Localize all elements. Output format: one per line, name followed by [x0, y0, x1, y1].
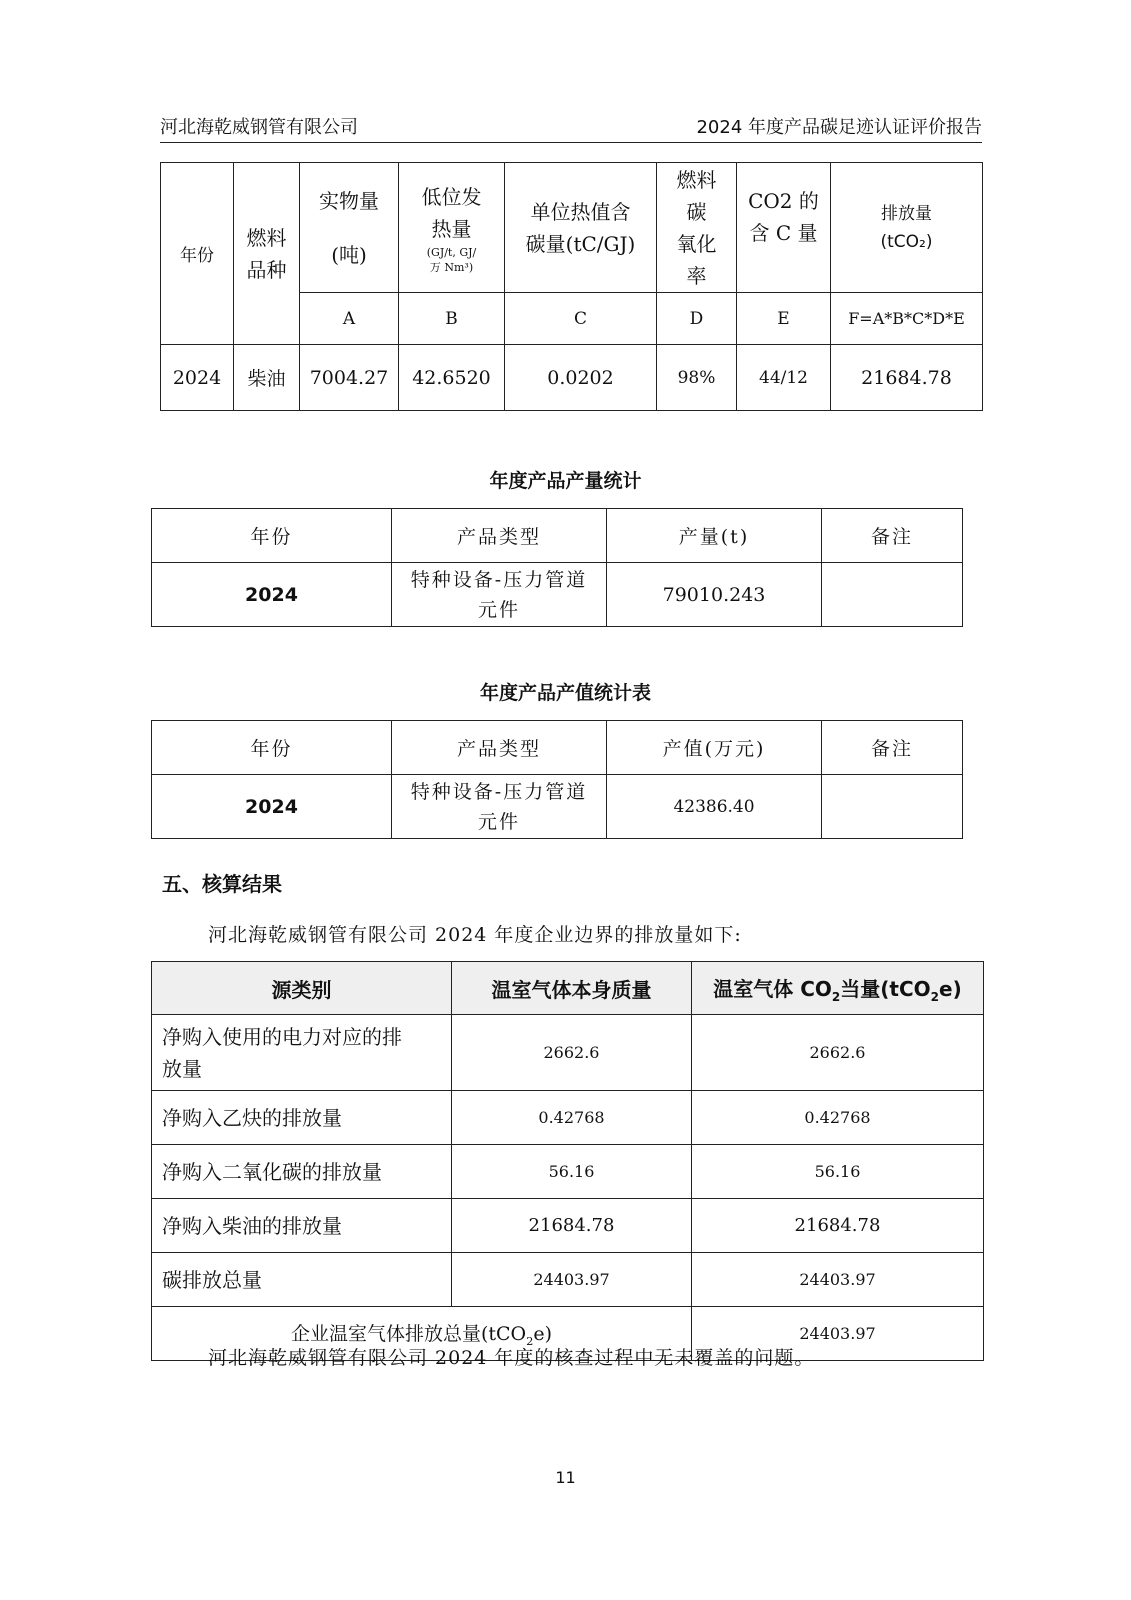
result-header-co2e-suffix: 当量(tCO	[840, 976, 931, 1001]
header-ncv-line2: 热量	[431, 216, 472, 241]
header-fuel	[234, 163, 300, 345]
production-table-caption: 年度产品产量统计	[489, 470, 642, 492]
header-quantity-line1: 实物量	[319, 188, 379, 213]
letter-b: B	[399, 293, 505, 345]
result-row-mass: 56.16	[452, 1145, 692, 1199]
table-row	[152, 1145, 984, 1199]
table-row	[152, 1015, 984, 1091]
value-row-type-line2: 元件	[477, 810, 520, 833]
value-row-note	[822, 775, 963, 839]
result-row-co2e: 21684.78	[692, 1199, 984, 1253]
production-row-type-line2: 元件	[477, 598, 520, 621]
header-oxidation	[657, 163, 737, 293]
header-carbon-content-line2: 碳量(tC/GJ)	[525, 231, 636, 256]
value-row-year: 2024	[152, 775, 392, 839]
production-header-year: 年份	[152, 509, 392, 563]
production-header-value: 产量(t)	[607, 509, 822, 563]
header-oxidation-line4: 率	[686, 263, 707, 288]
row-oxidation: 98%	[657, 345, 737, 411]
value-header-year: 年份	[152, 721, 392, 775]
closing-statement: 河北海乾威钢管有限公司 2024 年度的核查过程中无未覆盖的问题。	[208, 1347, 815, 1369]
row-carbon-content: 0.0202	[505, 345, 657, 411]
production-header-note: 备注	[822, 509, 963, 563]
row-fuel: 柴油	[234, 345, 300, 411]
header-co2-c	[737, 163, 831, 293]
row-co2-c: 44/12	[737, 345, 831, 411]
header-quantity-line2: (吨)	[331, 242, 367, 267]
header-fuel-text: 燃料品种	[246, 225, 287, 282]
production-row-type-line1: 特种设备-压力管道	[410, 568, 588, 591]
table-row	[152, 1253, 984, 1307]
table-row	[152, 1199, 984, 1253]
result-row-co2e: 2662.6	[692, 1015, 984, 1091]
result-row-mass: 21684.78	[452, 1199, 692, 1253]
header-company: 河北海乾威钢管有限公司	[160, 117, 358, 138]
value-row-type-line1: 特种设备-压力管道	[410, 780, 588, 803]
result-total-value: 24403.97	[692, 1307, 984, 1361]
section-title: 五、核算结果	[162, 872, 282, 896]
result-header-co2e-sub: 2	[831, 989, 841, 1004]
header-emission-line1: 排放量	[881, 203, 932, 224]
value-row-type	[392, 775, 607, 839]
value-table-caption: 年度产品产值统计表	[479, 682, 651, 704]
production-header-type: 产品类型	[392, 509, 607, 563]
result-row-label: 净购入乙炔的排放量	[152, 1091, 452, 1145]
header-emission-line2: (tCO₂)	[880, 231, 933, 252]
table-row	[152, 1091, 984, 1145]
result-row-label-line2: 放量	[162, 1056, 202, 1081]
header-ncv-line1: 低位发	[421, 184, 482, 209]
production-row-note	[822, 563, 963, 627]
header-oxidation-line3: 氧化	[676, 231, 717, 256]
header-carbon-content	[505, 163, 657, 293]
value-row-value: 42386.40	[607, 775, 822, 839]
production-row-year: 2024	[152, 563, 392, 627]
header-oxidation-line2: 碳	[686, 199, 707, 224]
result-row-label	[152, 1015, 452, 1091]
result-header-co2e	[692, 962, 984, 1015]
result-row-label: 碳排放总量	[152, 1253, 452, 1307]
header-carbon-content-line1: 单位热值含	[530, 199, 631, 224]
production-row-type	[392, 563, 607, 627]
value-header-value: 产值(万元)	[607, 721, 822, 775]
letter-formula: F=A*B*C*D*E	[831, 293, 983, 345]
result-row-label: 净购入柴油的排放量	[152, 1199, 452, 1253]
result-row-mass: 2662.6	[452, 1015, 692, 1091]
header-emission	[831, 163, 983, 293]
result-total-label-end: e)	[533, 1323, 553, 1346]
output-value-table	[151, 720, 963, 839]
page-header	[160, 110, 982, 143]
result-total-label-prefix: 企业温室气体排放总量(tCO	[290, 1323, 527, 1346]
letter-d: D	[657, 293, 737, 345]
header-report-title: 2024 年度产品碳足迹认证评价报告	[696, 117, 982, 138]
value-header-note: 备注	[822, 721, 963, 775]
result-row-co2e: 56.16	[692, 1145, 984, 1199]
result-row-label: 净购入二氧化碳的排放量	[152, 1145, 452, 1199]
header-ncv-unit2: 万 Nm³)	[429, 260, 474, 274]
section-intro: 河北海乾威钢管有限公司 2024 年度企业边界的排放量如下:	[208, 924, 742, 946]
letter-a: A	[300, 293, 399, 345]
row-year: 2024	[161, 345, 234, 411]
header-year: 年份	[161, 163, 234, 345]
result-row-co2e: 24403.97	[692, 1253, 984, 1307]
production-row-value: 79010.243	[607, 563, 822, 627]
header-ncv-unit1: (GJ/t, GJ/	[426, 245, 477, 259]
result-header-mass: 温室气体本身质量	[452, 962, 692, 1015]
result-header-co2e-sub2: 2	[930, 989, 940, 1004]
page-number: 11	[555, 1468, 576, 1487]
result-row-co2e: 0.42768	[692, 1091, 984, 1145]
value-header-type: 产品类型	[392, 721, 607, 775]
row-quantity: 7004.27	[300, 345, 399, 411]
result-header-source: 源类别	[152, 962, 452, 1015]
header-co2-c-line2: 含 C 量	[749, 221, 818, 245]
header-co2-c-line1: CO2 的	[748, 189, 819, 213]
result-row-label-line1: 净购入使用的电力对应的排	[162, 1024, 402, 1049]
letter-e: E	[737, 293, 831, 345]
result-header-co2e-prefix: 温室气体 CO	[713, 976, 832, 1001]
result-row-mass: 24403.97	[452, 1253, 692, 1307]
letter-c: C	[505, 293, 657, 345]
production-table	[151, 508, 963, 627]
result-header-co2e-end: e)	[939, 976, 962, 1001]
header-ncv	[399, 163, 505, 293]
result-row-mass: 0.42768	[452, 1091, 692, 1145]
row-emission: 21684.78	[831, 345, 983, 411]
header-quantity	[300, 163, 399, 293]
result-total-label-sub: 2	[526, 1333, 534, 1348]
result-table	[151, 961, 984, 1361]
header-oxidation-line1: 燃料	[676, 167, 717, 192]
row-ncv: 42.6520	[399, 345, 505, 411]
fuel-emission-table	[160, 162, 983, 411]
